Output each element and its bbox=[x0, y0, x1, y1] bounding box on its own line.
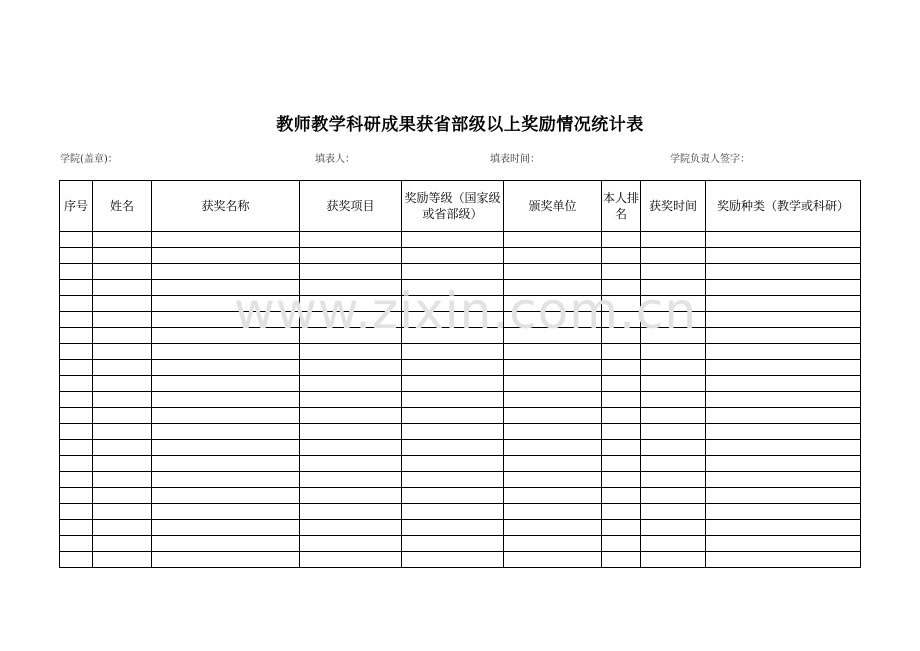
table-row bbox=[60, 440, 861, 456]
table-cell[interactable] bbox=[641, 536, 706, 552]
table-row bbox=[60, 472, 861, 488]
table-cell[interactable] bbox=[152, 440, 300, 456]
table-cell[interactable] bbox=[152, 552, 300, 568]
table-row bbox=[60, 536, 861, 552]
table-cell[interactable] bbox=[602, 536, 641, 552]
table-cell[interactable] bbox=[152, 408, 300, 424]
table-cell[interactable] bbox=[60, 264, 93, 280]
table-cell[interactable] bbox=[60, 456, 93, 472]
table-cell[interactable] bbox=[504, 520, 602, 536]
table-cell[interactable] bbox=[706, 488, 861, 504]
table-cell[interactable] bbox=[60, 360, 93, 376]
table-cell[interactable] bbox=[402, 360, 504, 376]
document-title: 教师教学科研成果获省部级以上奖励情况统计表 bbox=[276, 115, 644, 135]
table-cell[interactable] bbox=[60, 280, 93, 296]
table-cell[interactable] bbox=[300, 504, 402, 520]
table-cell[interactable] bbox=[152, 264, 300, 280]
table-cell[interactable] bbox=[60, 232, 93, 248]
table-cell[interactable] bbox=[152, 488, 300, 504]
table-cell[interactable] bbox=[602, 408, 641, 424]
table-cell[interactable] bbox=[402, 504, 504, 520]
header-name: 姓名 bbox=[93, 181, 152, 232]
table-cell[interactable] bbox=[93, 424, 152, 440]
table-cell[interactable] bbox=[93, 264, 152, 280]
table-cell[interactable] bbox=[93, 248, 152, 264]
table-cell[interactable] bbox=[300, 344, 402, 360]
table-cell[interactable] bbox=[504, 424, 602, 440]
table-row bbox=[60, 344, 861, 360]
table-cell[interactable] bbox=[60, 248, 93, 264]
table-cell[interactable] bbox=[504, 248, 602, 264]
table-cell[interactable] bbox=[300, 552, 402, 568]
table-cell[interactable] bbox=[504, 344, 602, 360]
table-cell[interactable] bbox=[300, 440, 402, 456]
table-cell[interactable] bbox=[641, 408, 706, 424]
table-cell[interactable] bbox=[402, 248, 504, 264]
table-cell[interactable] bbox=[402, 264, 504, 280]
table-cell[interactable] bbox=[641, 392, 706, 408]
table-cell[interactable] bbox=[602, 488, 641, 504]
table-cell[interactable] bbox=[641, 488, 706, 504]
header-award-name: 获奖名称 bbox=[152, 181, 300, 232]
table-row bbox=[60, 264, 861, 280]
table-cell[interactable] bbox=[60, 408, 93, 424]
table-cell[interactable] bbox=[300, 472, 402, 488]
table-cell[interactable] bbox=[641, 552, 706, 568]
table-row bbox=[60, 408, 861, 424]
table-cell[interactable] bbox=[300, 264, 402, 280]
table-cell[interactable] bbox=[402, 536, 504, 552]
header-award-time: 获奖时间 bbox=[641, 181, 706, 232]
table-cell[interactable] bbox=[152, 520, 300, 536]
table-cell[interactable] bbox=[602, 248, 641, 264]
table-cell[interactable] bbox=[93, 472, 152, 488]
table-cell[interactable] bbox=[706, 536, 861, 552]
table-cell[interactable] bbox=[60, 440, 93, 456]
table-row bbox=[60, 376, 861, 392]
table-cell[interactable] bbox=[641, 264, 706, 280]
table-cell[interactable] bbox=[706, 424, 861, 440]
filler-field-label: 填表人： bbox=[315, 154, 355, 165]
table-cell[interactable] bbox=[60, 520, 93, 536]
table-cell[interactable] bbox=[641, 424, 706, 440]
table-row bbox=[60, 520, 861, 536]
table-cell[interactable] bbox=[602, 264, 641, 280]
table-cell[interactable] bbox=[602, 504, 641, 520]
table-cell[interactable] bbox=[706, 328, 861, 344]
table-cell[interactable] bbox=[706, 344, 861, 360]
table-cell[interactable] bbox=[152, 232, 300, 248]
table-cell[interactable] bbox=[602, 472, 641, 488]
table-cell[interactable] bbox=[60, 472, 93, 488]
table-cell[interactable] bbox=[602, 392, 641, 408]
header-award-project: 获奖项目 bbox=[300, 181, 402, 232]
award-statistics-table bbox=[59, 180, 861, 568]
table-cell[interactable] bbox=[300, 392, 402, 408]
table-cell[interactable] bbox=[60, 312, 93, 328]
table-cell[interactable] bbox=[60, 552, 93, 568]
table-cell[interactable] bbox=[602, 360, 641, 376]
table-row bbox=[60, 248, 861, 264]
table-row bbox=[60, 360, 861, 376]
college-field-label: 学院(盖章)： bbox=[60, 154, 118, 165]
table-cell[interactable] bbox=[706, 520, 861, 536]
table-cell[interactable] bbox=[300, 248, 402, 264]
table-cell[interactable] bbox=[504, 488, 602, 504]
table-cell[interactable] bbox=[602, 520, 641, 536]
table-cell[interactable] bbox=[504, 408, 602, 424]
table-cell[interactable] bbox=[504, 232, 602, 248]
table-cell[interactable] bbox=[93, 360, 152, 376]
table-cell[interactable] bbox=[152, 392, 300, 408]
table-row bbox=[60, 232, 861, 248]
table-cell[interactable] bbox=[300, 360, 402, 376]
header-award-category: 奖励种类（教学或科研） bbox=[706, 181, 861, 232]
table-cell[interactable] bbox=[504, 392, 602, 408]
table-cell[interactable] bbox=[152, 376, 300, 392]
table-cell[interactable] bbox=[602, 344, 641, 360]
signature-field-label: 学院负责人签字： bbox=[670, 154, 750, 165]
table-cell[interactable] bbox=[93, 504, 152, 520]
header-serial-number: 序号 bbox=[60, 181, 93, 232]
table-cell[interactable] bbox=[60, 504, 93, 520]
table-cell[interactable] bbox=[93, 376, 152, 392]
table-cell[interactable] bbox=[602, 232, 641, 248]
table-cell[interactable] bbox=[504, 264, 602, 280]
table-cell[interactable] bbox=[300, 456, 402, 472]
table-cell[interactable] bbox=[706, 264, 861, 280]
table-cell[interactable] bbox=[402, 344, 504, 360]
table-cell[interactable] bbox=[93, 392, 152, 408]
table-cell[interactable] bbox=[152, 472, 300, 488]
table-cell[interactable] bbox=[402, 472, 504, 488]
table-cell[interactable] bbox=[402, 392, 504, 408]
table-cell[interactable] bbox=[60, 424, 93, 440]
table-cell[interactable] bbox=[706, 456, 861, 472]
table-cell[interactable] bbox=[402, 552, 504, 568]
table-cell[interactable] bbox=[504, 440, 602, 456]
table-cell[interactable] bbox=[706, 552, 861, 568]
table-cell[interactable] bbox=[641, 472, 706, 488]
table-cell[interactable] bbox=[152, 456, 300, 472]
table-cell[interactable] bbox=[602, 440, 641, 456]
table-cell[interactable] bbox=[602, 424, 641, 440]
table-row bbox=[60, 552, 861, 568]
table-cell[interactable] bbox=[93, 312, 152, 328]
table-header-row bbox=[60, 181, 861, 232]
header-award-level: 奖励等级（国家级或省部级） bbox=[402, 181, 504, 232]
table-cell[interactable] bbox=[152, 536, 300, 552]
table-cell[interactable] bbox=[504, 472, 602, 488]
table-cell[interactable] bbox=[152, 248, 300, 264]
table-cell[interactable] bbox=[602, 456, 641, 472]
table-row bbox=[60, 424, 861, 440]
table-cell[interactable] bbox=[641, 440, 706, 456]
table-cell[interactable] bbox=[93, 232, 152, 248]
table-cell[interactable] bbox=[706, 504, 861, 520]
table-cell[interactable] bbox=[706, 248, 861, 264]
table-cell[interactable] bbox=[706, 376, 861, 392]
table-cell[interactable] bbox=[93, 408, 152, 424]
fill-time-field-label: 填表时间： bbox=[490, 154, 540, 165]
table-cell[interactable] bbox=[706, 440, 861, 456]
table-cell[interactable] bbox=[60, 376, 93, 392]
table-cell[interactable] bbox=[641, 504, 706, 520]
table-cell[interactable] bbox=[402, 440, 504, 456]
table-cell[interactable] bbox=[706, 312, 861, 328]
table-cell[interactable] bbox=[504, 504, 602, 520]
table-cell[interactable] bbox=[93, 280, 152, 296]
table-cell[interactable] bbox=[93, 456, 152, 472]
table-cell[interactable] bbox=[706, 392, 861, 408]
table-cell[interactable] bbox=[402, 376, 504, 392]
table-cell[interactable] bbox=[706, 360, 861, 376]
watermark: www.zixin.com.cn bbox=[234, 282, 698, 340]
table-cell[interactable] bbox=[60, 488, 93, 504]
table-cell[interactable] bbox=[706, 296, 861, 312]
table-cell[interactable] bbox=[152, 424, 300, 440]
table-cell[interactable] bbox=[300, 520, 402, 536]
table-row bbox=[60, 456, 861, 472]
table-cell[interactable] bbox=[300, 536, 402, 552]
table-row bbox=[60, 488, 861, 504]
table-cell[interactable] bbox=[300, 424, 402, 440]
table-cell[interactable] bbox=[706, 408, 861, 424]
table-cell[interactable] bbox=[93, 536, 152, 552]
header-awarding-unit: 颁奖单位 bbox=[504, 181, 602, 232]
table-cell[interactable] bbox=[402, 424, 504, 440]
table-cell[interactable] bbox=[60, 296, 93, 312]
table-cell[interactable] bbox=[641, 376, 706, 392]
table-cell[interactable] bbox=[60, 344, 93, 360]
table-cell[interactable] bbox=[93, 440, 152, 456]
table-cell[interactable] bbox=[300, 488, 402, 504]
table-cell[interactable] bbox=[602, 376, 641, 392]
table-cell[interactable] bbox=[641, 520, 706, 536]
table-cell[interactable] bbox=[60, 328, 93, 344]
table-cell[interactable] bbox=[402, 520, 504, 536]
table-cell[interactable] bbox=[602, 552, 641, 568]
table-cell[interactable] bbox=[93, 520, 152, 536]
table-cell[interactable] bbox=[93, 328, 152, 344]
table-cell[interactable] bbox=[641, 360, 706, 376]
header-personal-rank: 本人排名 bbox=[602, 181, 641, 232]
table-cell[interactable] bbox=[93, 296, 152, 312]
table-cell[interactable] bbox=[641, 248, 706, 264]
table-cell[interactable] bbox=[300, 408, 402, 424]
table-cell[interactable] bbox=[93, 344, 152, 360]
table-cell[interactable] bbox=[641, 344, 706, 360]
table-cell[interactable] bbox=[402, 456, 504, 472]
table-cell[interactable] bbox=[93, 488, 152, 504]
table-cell[interactable] bbox=[706, 472, 861, 488]
table-cell[interactable] bbox=[504, 456, 602, 472]
table-cell[interactable] bbox=[706, 232, 861, 248]
table-cell[interactable] bbox=[93, 552, 152, 568]
table-cell[interactable] bbox=[504, 536, 602, 552]
table-cell[interactable] bbox=[504, 360, 602, 376]
table-cell[interactable] bbox=[60, 392, 93, 408]
table-cell[interactable] bbox=[300, 376, 402, 392]
table-cell[interactable] bbox=[706, 280, 861, 296]
table-cell[interactable] bbox=[152, 504, 300, 520]
table-cell[interactable] bbox=[504, 376, 602, 392]
table-cell[interactable] bbox=[402, 408, 504, 424]
table-row bbox=[60, 392, 861, 408]
table-row bbox=[60, 504, 861, 520]
table-cell[interactable] bbox=[152, 360, 300, 376]
table-cell[interactable] bbox=[300, 232, 402, 248]
table-cell[interactable] bbox=[641, 232, 706, 248]
table-cell[interactable] bbox=[504, 552, 602, 568]
table-cell[interactable] bbox=[402, 232, 504, 248]
table-cell[interactable] bbox=[641, 456, 706, 472]
table-cell[interactable] bbox=[152, 344, 300, 360]
table-cell[interactable] bbox=[402, 488, 504, 504]
table-cell[interactable] bbox=[60, 536, 93, 552]
